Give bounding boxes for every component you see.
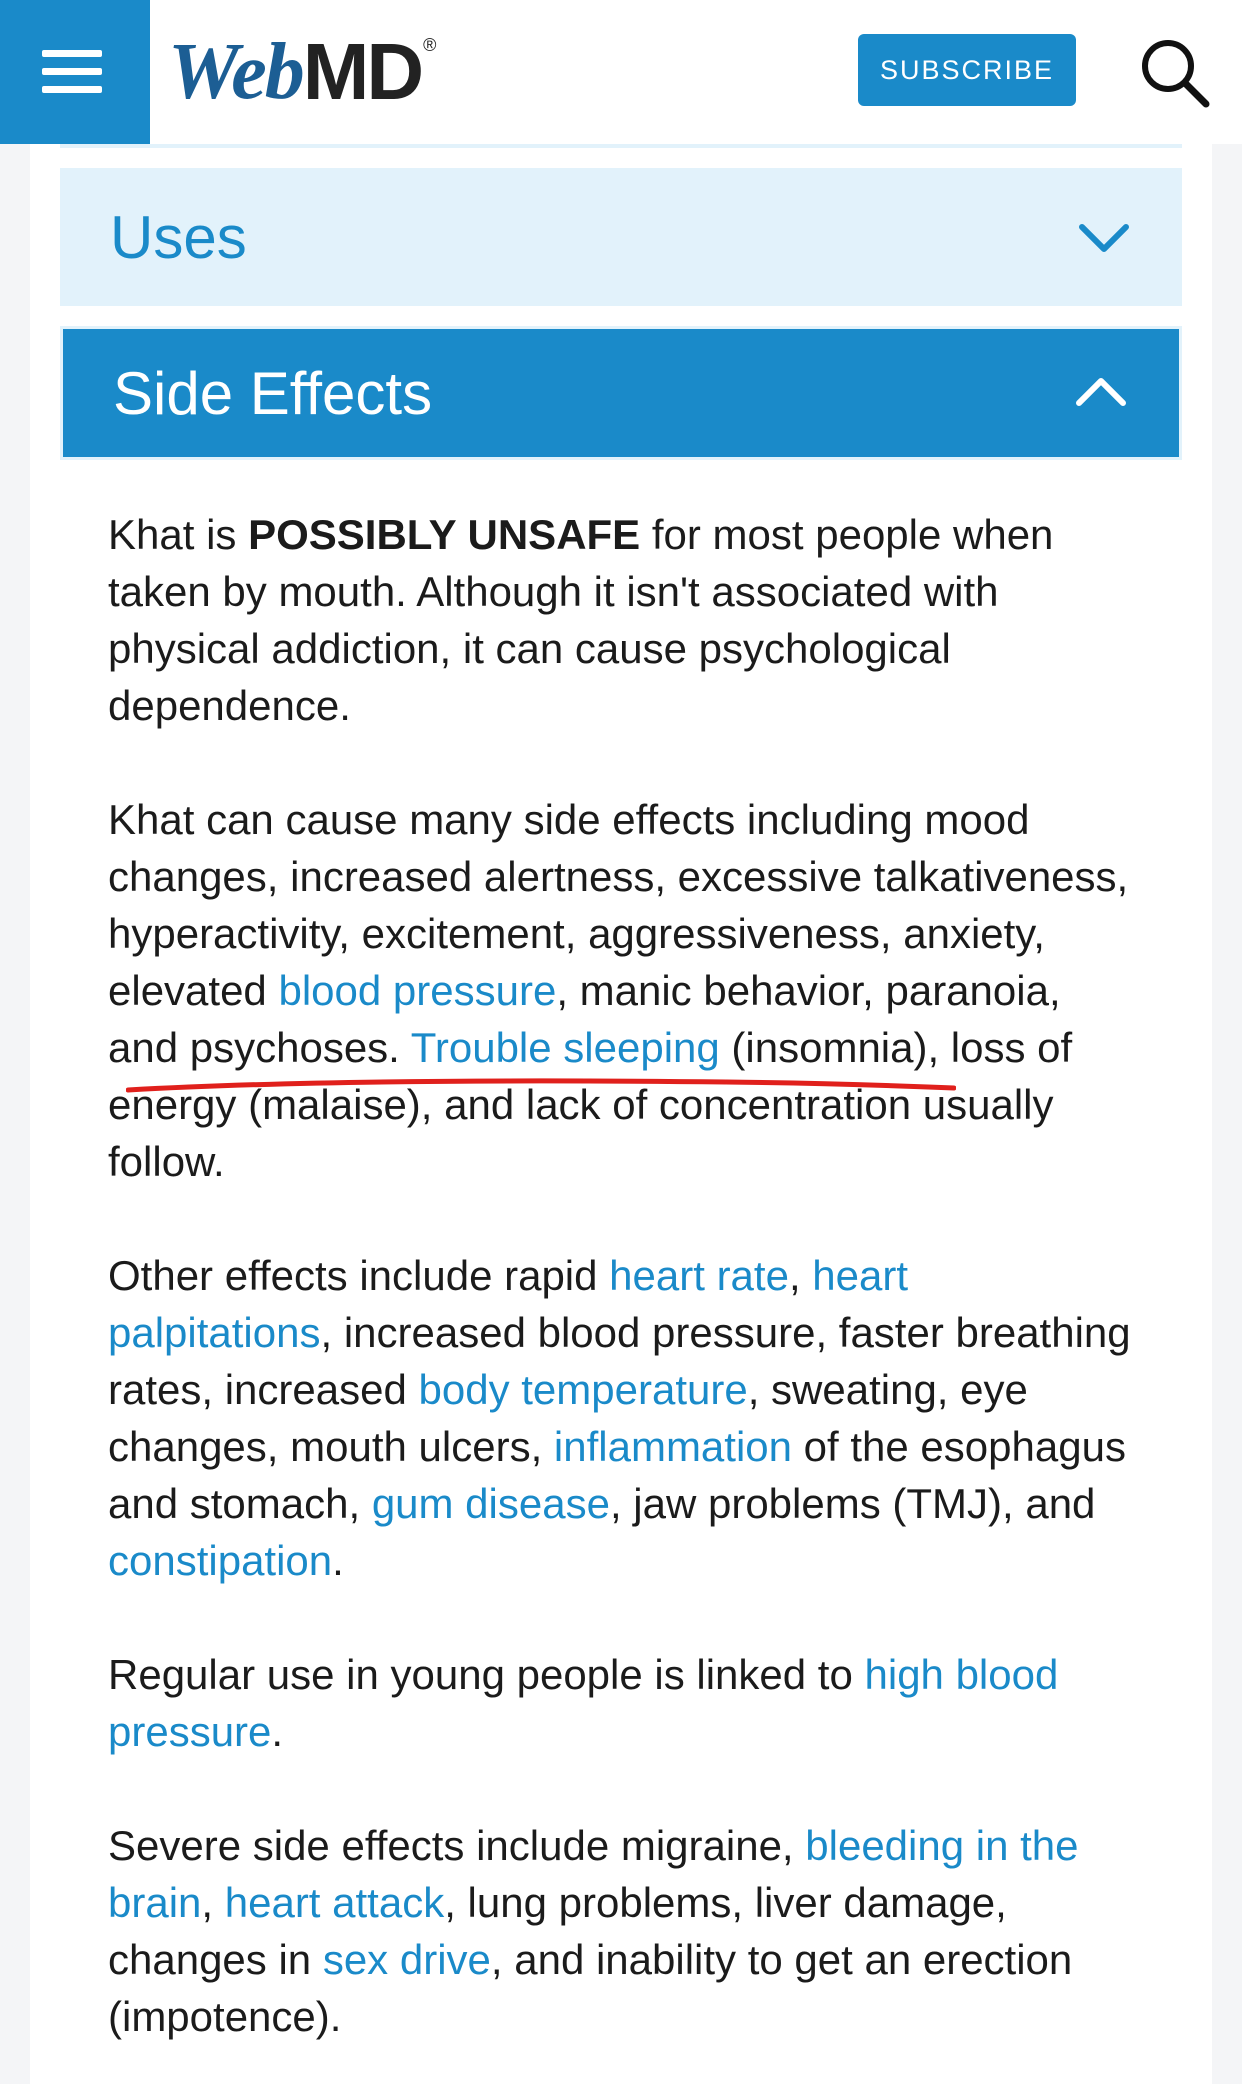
link-body-temperature[interactable]: body temperature — [418, 1366, 748, 1413]
subscribe-button[interactable]: SUBSCRIBE — [858, 34, 1076, 106]
side-effects-content — [108, 506, 1138, 2084]
possibly-unsafe-label: POSSIBLY UNSAFE — [248, 511, 641, 558]
link-heart-attack[interactable]: heart attack — [224, 1879, 445, 1926]
link-blood-pressure[interactable]: blood pressure — [278, 967, 557, 1014]
link-sex-drive[interactable]: sex drive — [322, 1936, 491, 1983]
link-heart-palpitations[interactable]: heart palpitations — [108, 1252, 909, 1356]
paragraph-young-people: Regular use in young people is linked to high blood pressure. — [108, 1651, 1059, 1755]
link-inflammation[interactable]: inflammation — [553, 1423, 793, 1470]
search-button[interactable] — [1138, 36, 1212, 110]
paragraph-other-effects: Other effects include rapid heart rate, heart palpitations, increased blood pressure, faster breathing rates, increased body temperature, sweating, eye changes, mouth ulcers, inflammation of the esophagus and stomach, gum disease, jaw problems (TMJ), and constipation. — [108, 1252, 1131, 1584]
logo-registered-mark: ® — [423, 35, 435, 55]
accordion-uses[interactable] — [60, 168, 1182, 306]
logo-web-text: Web — [168, 28, 303, 116]
accordion-uses-title: Uses — [110, 203, 247, 271]
link-heart-rate[interactable]: heart rate — [609, 1252, 789, 1299]
previous-accordion-edge — [60, 144, 1182, 148]
link-bleeding-in-the-brain[interactable]: bleeding in the brain — [108, 1822, 1079, 1926]
site-header — [0, 0, 1242, 144]
hamburger-menu-icon — [42, 50, 102, 94]
logo-md-text: MD — [302, 27, 422, 116]
link-trouble-sleeping[interactable]: Trouble sleeping — [410, 1024, 720, 1071]
chevron-up-icon — [1073, 373, 1129, 413]
red-underline-annotation — [126, 1072, 956, 1102]
accordion-side-effects-title: Side Effects — [113, 359, 433, 427]
search-icon — [1138, 36, 1212, 110]
accordion-side-effects[interactable] — [60, 326, 1182, 460]
menu-button[interactable] — [0, 0, 150, 144]
paragraph-safety: Khat is POSSIBLY UNSAFE for most people when taken by mouth. Although it isn't associated with physical addiction, it can cause psychological dependence. — [108, 511, 1054, 729]
link-constipation[interactable]: constipation — [108, 1537, 333, 1584]
link-gum-disease[interactable]: gum disease — [371, 1480, 610, 1527]
paragraph-side-effects: Khat can cause many side effects including mood changes, increased alertness, excessive talkativeness, hyperactivity, excitement, aggressiveness, anxiety, elevated blood pressure, manic behavior, paranoia, and psychoses. Trouble sleeping (insomnia), loss of energy (malaise), and lack of concentration usually follow. — [108, 796, 1129, 1185]
webmd-logo[interactable] — [168, 24, 434, 120]
paragraph-severe-effects: Severe side effects include migraine, bleeding in the brain, heart attack, lung problems, liver damage, changes in sex drive, and inability to get an erection (impotence). — [108, 1822, 1079, 2040]
link-high-blood-pressure[interactable]: high blood pressure — [108, 1651, 1059, 1755]
chevron-down-icon — [1076, 217, 1132, 257]
